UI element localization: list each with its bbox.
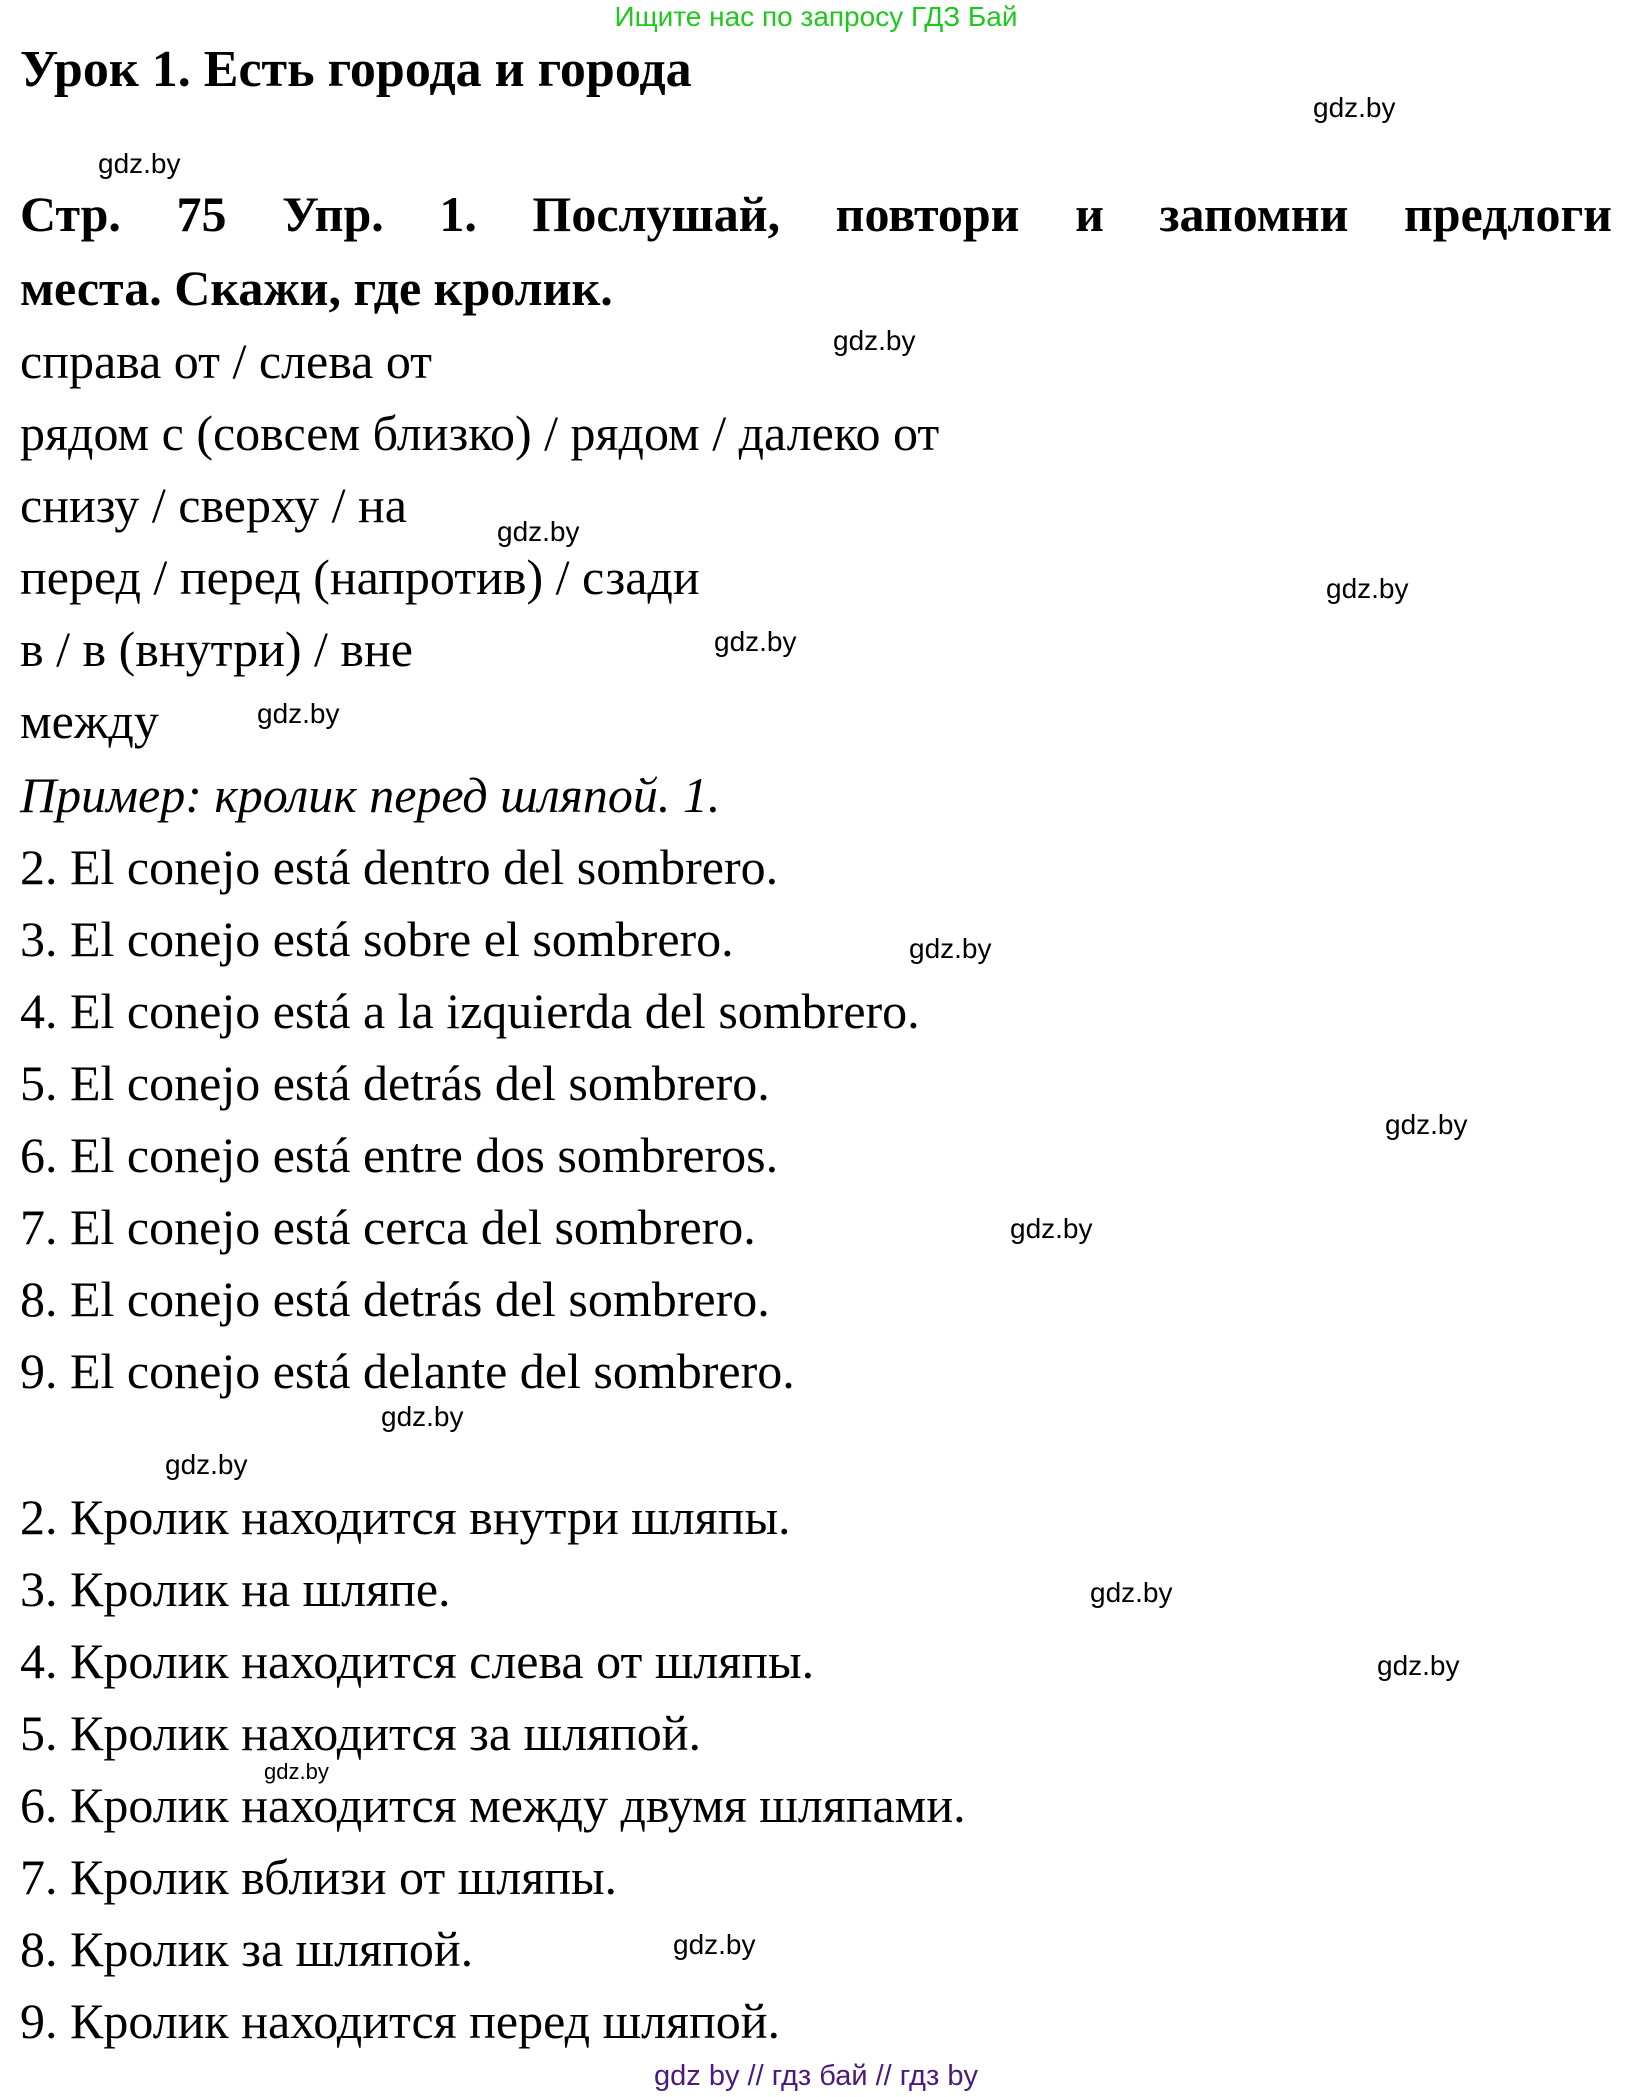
lesson-title: Урок 1. Есть города и города — [20, 41, 692, 98]
watermark: gdz.by — [1377, 1650, 1460, 1681]
watermark: gdz.by — [1090, 1577, 1173, 1608]
spanish-answer: 4. El conejo está a la izquierda del sombrero. — [20, 983, 920, 1039]
footer-links[interactable]: gdz by // гдз бай // гдз by — [654, 2060, 978, 2092]
spanish-answer: 3. El conejo está sobre el sombrero. — [20, 911, 734, 967]
spanish-answer: 8. El conejo está detrás del sombrero. — [20, 1271, 770, 1327]
watermark: gdz.by — [1313, 92, 1396, 123]
watermark: gdz.by — [381, 1401, 464, 1432]
preposition-line: между — [20, 693, 159, 749]
russian-answer: 8. Кролик за шляпой. — [20, 1921, 474, 1977]
watermark: gdz.by — [1326, 573, 1409, 604]
exercise-heading-line-2: места. Скажи, где кролик. — [20, 260, 613, 316]
watermark: gdz.by — [673, 1929, 756, 1960]
russian-answer: 9. Кролик находится перед шляпой. — [20, 1993, 781, 2049]
example-line: Пример: кролик перед шляпой. 1. — [20, 767, 721, 823]
spanish-answer: 5. El conejo está detrás del sombrero. — [20, 1055, 770, 1111]
watermark: gdz.by — [909, 933, 992, 964]
spanish-answer: 2. El conejo está dentro del sombrero. — [20, 839, 779, 895]
watermark: gdz.by — [98, 148, 181, 179]
spanish-answer: 6. El conejo está entre dos sombreros. — [20, 1127, 779, 1183]
preposition-line: снизу / сверху / на — [20, 477, 407, 533]
russian-answer: 2. Кролик находится внутри шляпы. — [20, 1489, 791, 1545]
preposition-line: перед / перед (напротив) / сзади — [20, 549, 700, 605]
preposition-line: справа от / слева от — [20, 333, 433, 389]
watermark: gdz.by — [1385, 1109, 1468, 1140]
russian-answer: 5. Кролик находится за шляпой. — [20, 1705, 702, 1761]
watermark: gdz.by — [497, 516, 580, 547]
russian-answer: 6. Кролик находится между двумя шляпами. — [20, 1777, 966, 1833]
russian-answer: 7. Кролик вблизи от шляпы. — [20, 1849, 618, 1905]
russian-answer: 3. Кролик на шляпе. — [20, 1561, 451, 1617]
russian-answer: 4. Кролик находится слева от шляпы. — [20, 1633, 815, 1689]
watermark: gdz.by — [1010, 1213, 1093, 1244]
spanish-answer: 9. El conejo está delante del sombrero. — [20, 1343, 795, 1399]
search-banner[interactable]: Ищите нас по запросу ГДЗ Бай — [614, 1, 1018, 32]
watermark: gdz.by — [714, 626, 797, 657]
watermark: gdz.by — [165, 1449, 248, 1480]
watermark: gdz.by — [833, 325, 916, 356]
watermark: gdz.by — [257, 698, 340, 729]
watermark: gdz.by — [264, 1759, 329, 1784]
preposition-line: в / в (внутри) / вне — [20, 621, 413, 677]
spanish-answer: 7. El conejo está cerca del sombrero. — [20, 1199, 756, 1255]
exercise-heading-line-1: Стр. 75 Упр. 1. Послушай, повтори и запомни предлоги — [20, 186, 1612, 242]
preposition-line: рядом с (совсем близко) / рядом / далеко от — [20, 405, 940, 461]
